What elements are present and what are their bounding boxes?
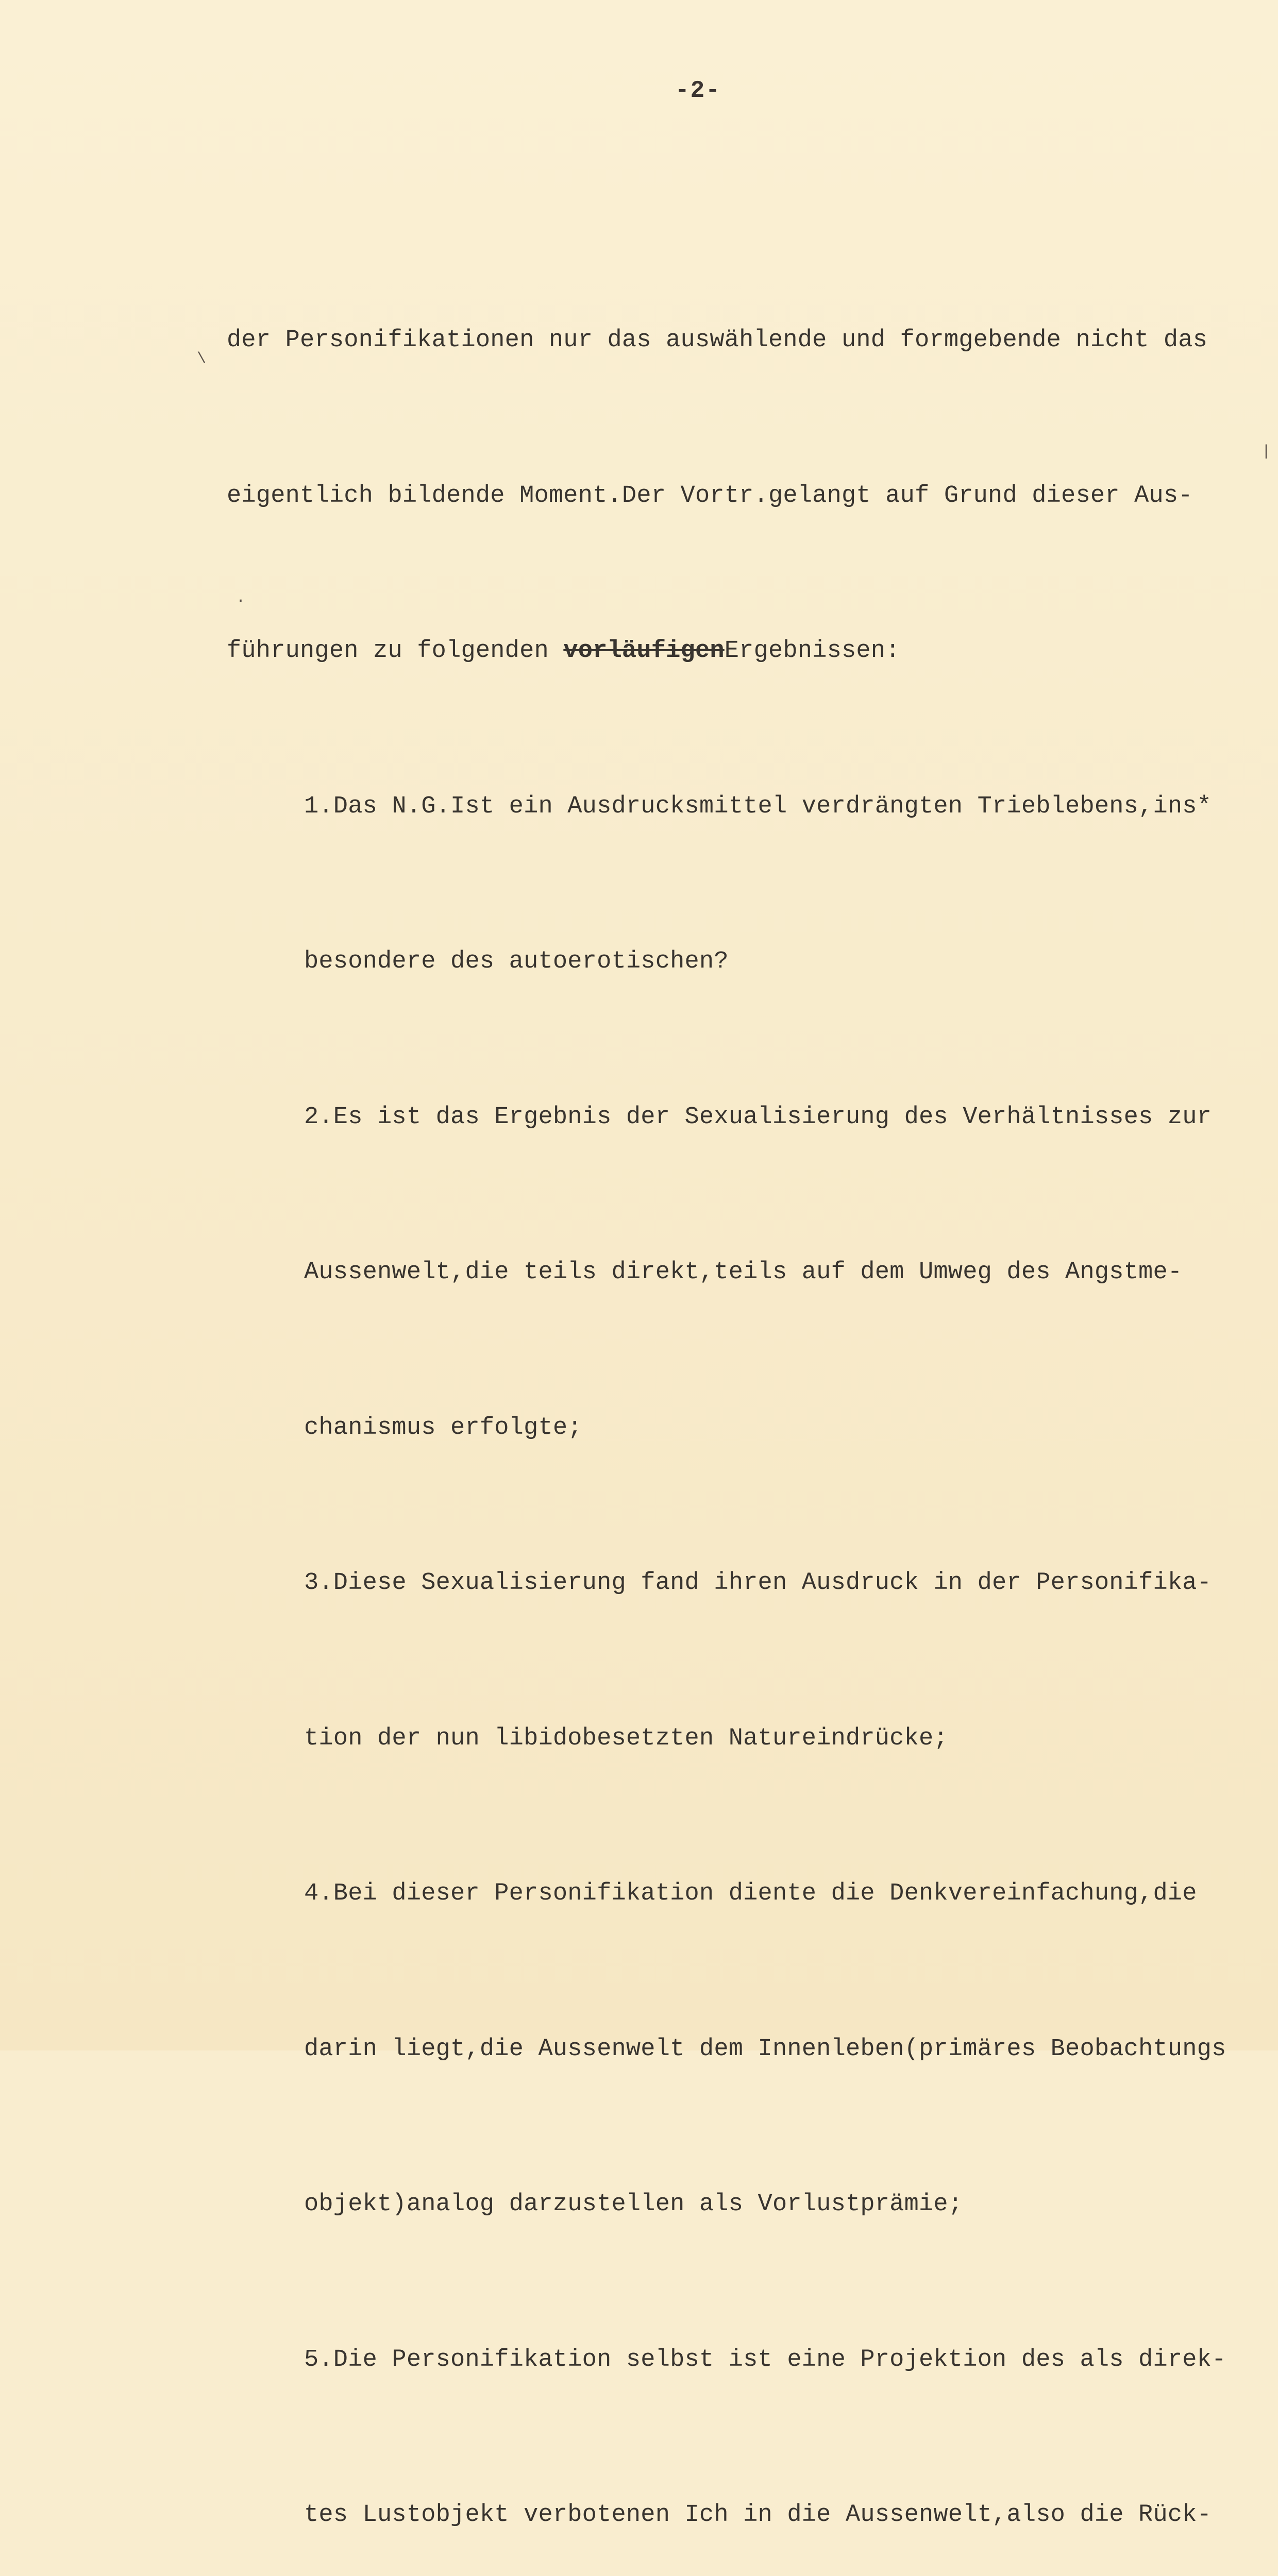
margin-mark: |: [1262, 443, 1271, 461]
list-item: 5.Die Personifikation selbst ist eine Projektion des als direk-: [304, 2346, 1226, 2374]
list-item: 4.Bei dieser Personifikation diente die Denkvereinfachung,die: [304, 1880, 1197, 1907]
margin-mark: ·: [236, 592, 246, 610]
text-line: eigentlich bildende Moment.Der Vortr.gelangt auf Grund dieser Aus-: [227, 482, 1193, 510]
list-item-continued: besondere des autoerotischen?: [304, 948, 729, 975]
page-number: -2-: [675, 77, 721, 104]
margin-mark: \: [197, 350, 207, 368]
text-line-end: Ergebnissen:: [724, 637, 900, 665]
list-item: 1.Das N.G.Ist ein Ausdrucksmittel verdrängten Trieblebens,ins*: [304, 792, 1212, 820]
list-item-continued: Aussenwelt,die teils direkt,teils auf dem Umweg des Angstme-: [304, 1259, 1183, 1286]
list-item: 3.Diese Sexualisierung fand ihren Ausdruck in der Personifika-: [304, 1569, 1212, 1597]
text-line-start: führungen zu folgenden: [227, 637, 564, 665]
list-item-continued: tes Lustobjekt verbotenen Ich in die Aussenwelt,also die Rück-: [304, 2501, 1212, 2529]
list-item-continued: objekt)analog darzustellen als Vorlustprämie;: [304, 2191, 963, 2218]
list-item-continued: chanismus erfolgte;: [304, 1414, 582, 1442]
list-item-continued: tion der nun libidobesetzten Natureindrücke;: [304, 1724, 948, 1752]
list-item: 2.Es ist das Ergebnis der Sexualisierung des Verhältnisses zur: [304, 1103, 1212, 1131]
typed-text: [227, 211, 1268, 2576]
struck-word: vorläufigen: [563, 637, 725, 665]
list-item-continued: darin liegt,die Aussenwelt dem Innenleben(primäres Beobachtungs: [304, 2035, 1226, 2063]
text-line: der Personifikationen nur das auswählende und formgebende nicht das: [227, 327, 1208, 354]
text-line: [227, 625, 1268, 677]
